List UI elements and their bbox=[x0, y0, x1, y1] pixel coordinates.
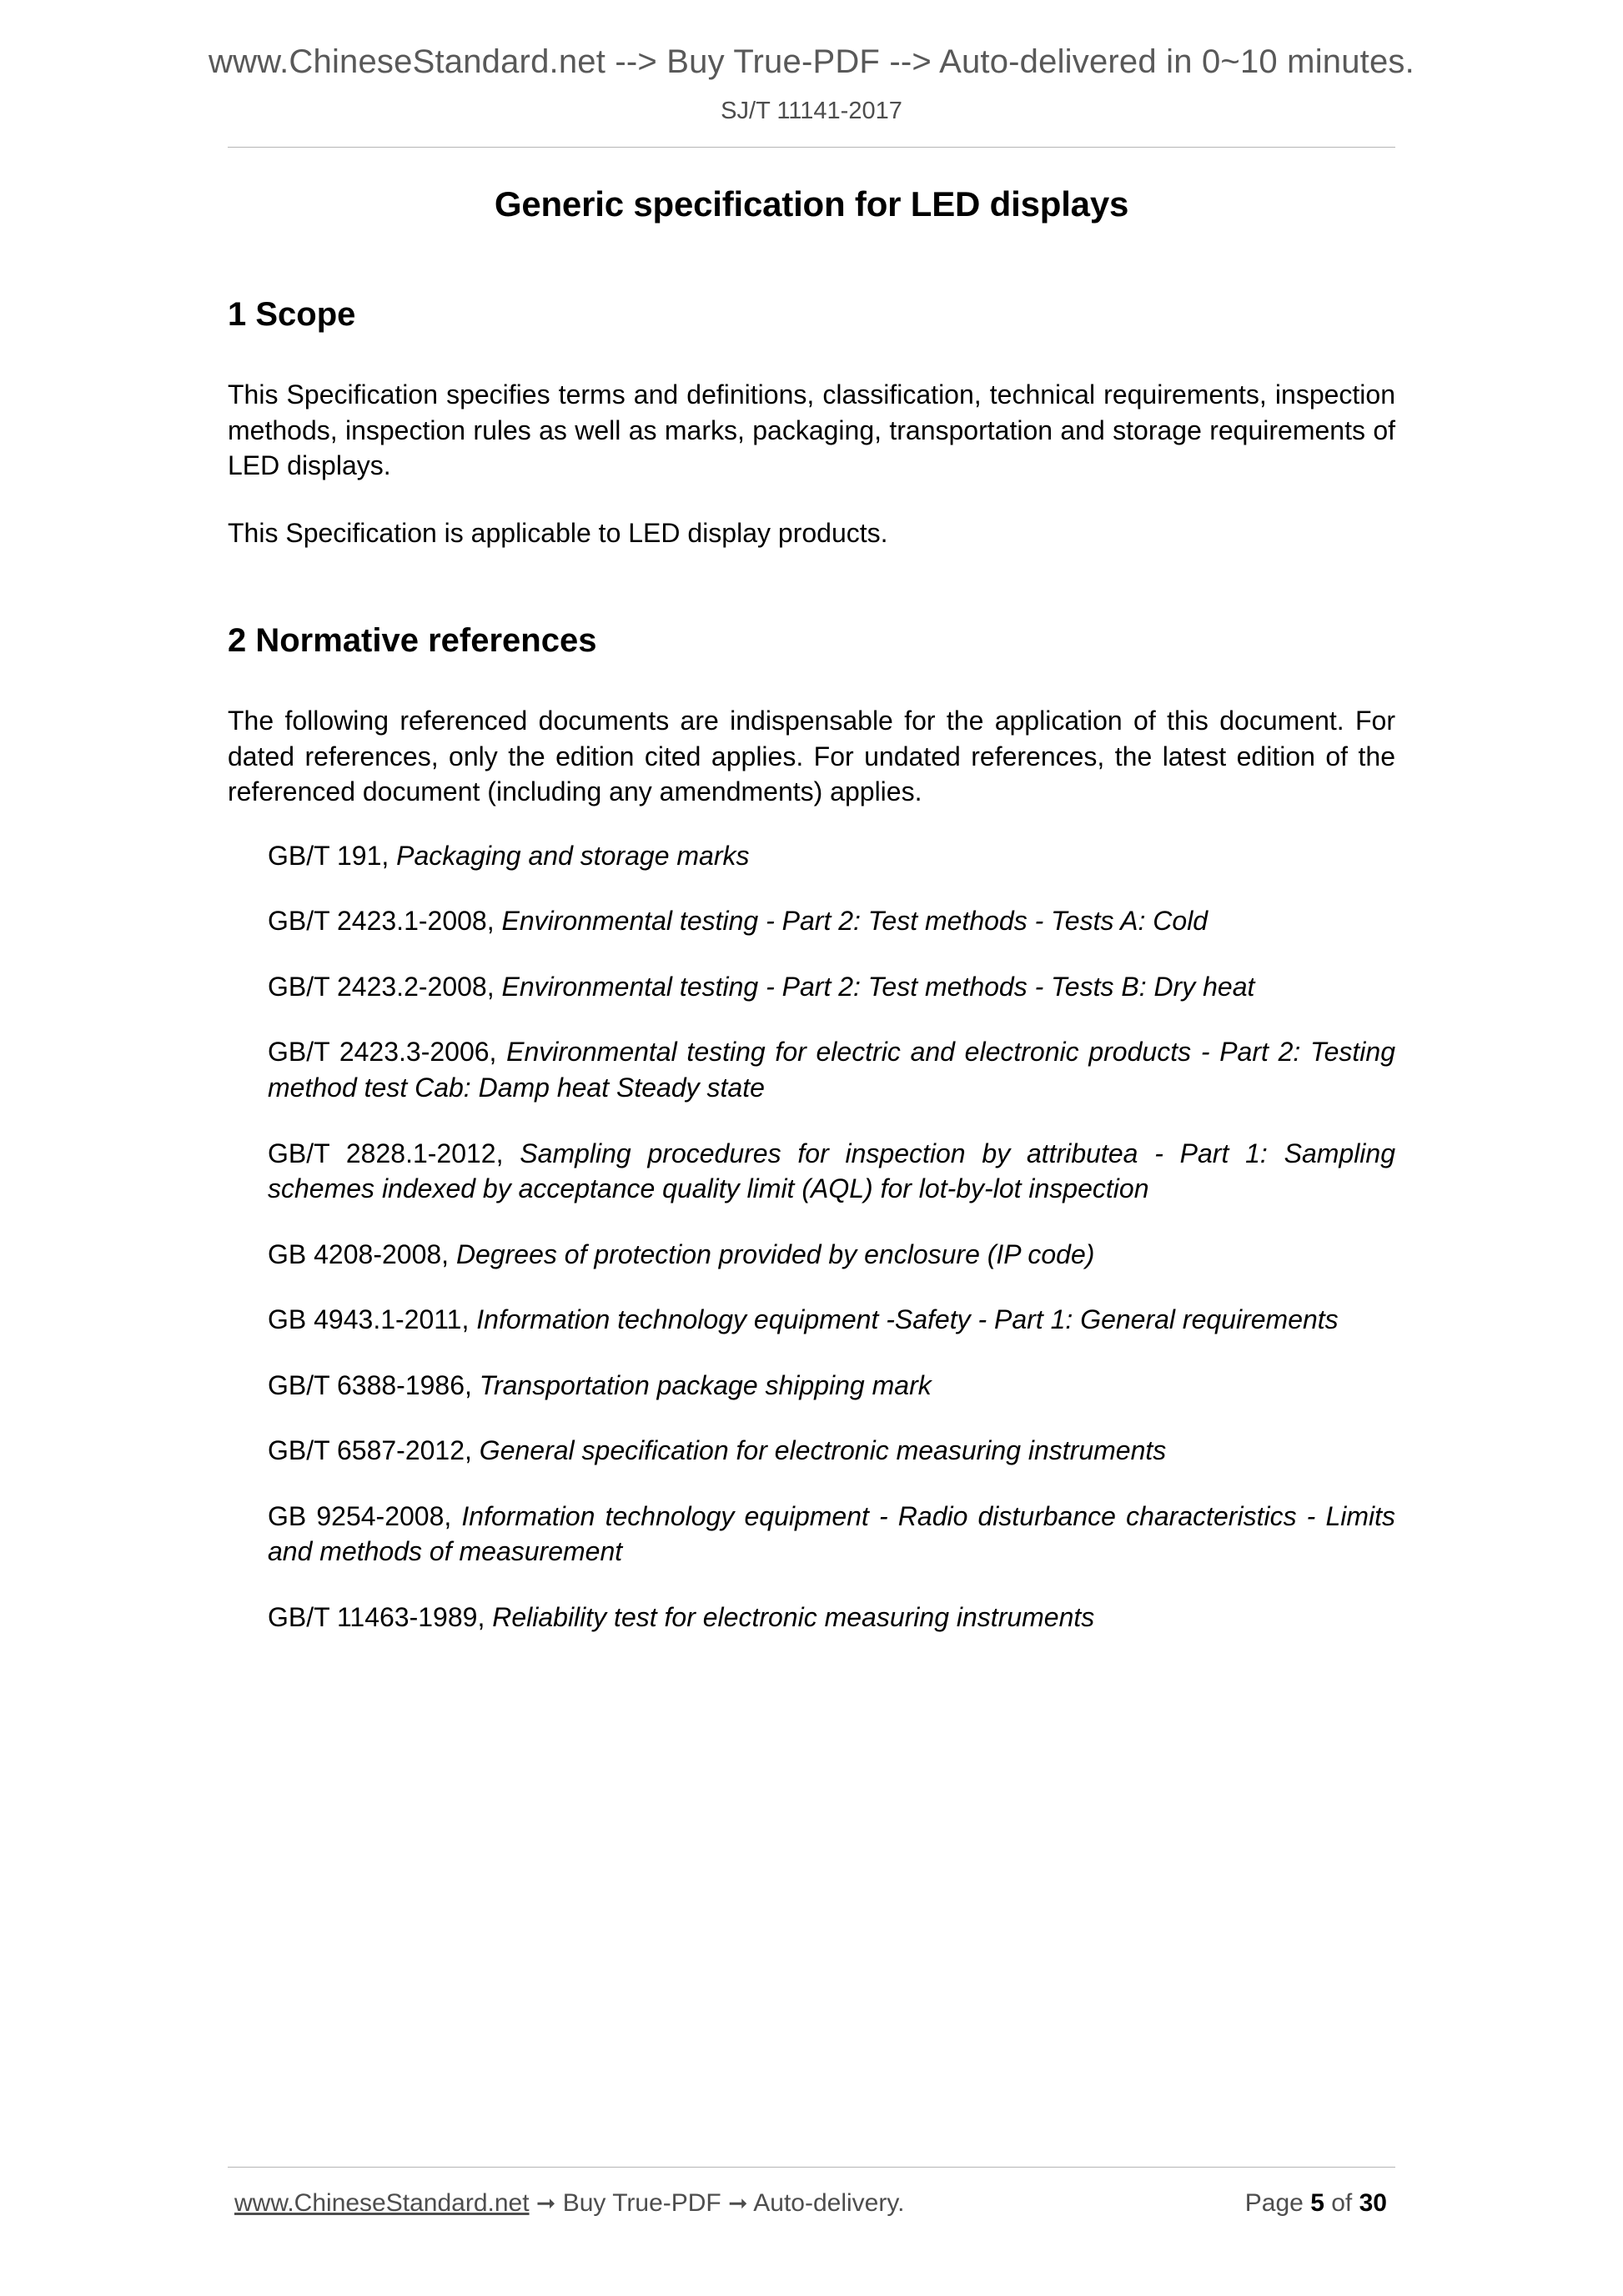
reference-title: General specification for electronic measuring instruments bbox=[479, 1435, 1167, 1466]
normative-references-paragraph-1: The following referenced documents are indispensable for the application of this document. For dated references, only the edition cited applies. For undated references, the latest edition of the referenced document (including any amendments) applies. bbox=[228, 706, 1395, 807]
reference-item bbox=[228, 903, 1395, 939]
reference-item bbox=[228, 1499, 1395, 1570]
page-title: Generic specification for LED displays bbox=[494, 184, 1129, 224]
reference-title: Environmental testing for electric and electronic products - Part 2: Testing method test Cab: Damp heat Steady state bbox=[268, 1037, 1396, 1103]
page-label: Page bbox=[1244, 2189, 1304, 2217]
footer-delivery-label: Auto-delivery. bbox=[753, 2189, 905, 2217]
reference-item bbox=[228, 1302, 1395, 1338]
reference-item bbox=[228, 969, 1395, 1005]
reference-code: GB 4208-2008, bbox=[268, 1238, 456, 1269]
page-footer bbox=[0, 2167, 1623, 2218]
reference-item bbox=[228, 1433, 1395, 1469]
page-number: 5 bbox=[1310, 2189, 1324, 2217]
promo-banner: www.ChineseStandard.net --> Buy True-PDF --> Auto-delivered in 0~10 minutes. bbox=[209, 43, 1414, 80]
reference-title: Information technology equipment -Safety - Part 1: General requirements bbox=[476, 1304, 1339, 1335]
footer-site-link[interactable]: www.ChineseStandard.net bbox=[234, 2189, 530, 2217]
reference-code: GB 9254-2008, bbox=[268, 1500, 462, 1531]
reference-code: GB 4943.1-2011, bbox=[268, 1304, 477, 1335]
reference-title: Packaging and storage marks bbox=[396, 840, 750, 871]
reference-code: GB/T 191, bbox=[268, 840, 397, 871]
footer-left bbox=[228, 2189, 904, 2218]
reference-item bbox=[228, 1136, 1395, 1207]
arrow-right-icon: ➞ bbox=[728, 2190, 748, 2216]
standard-number: SJ/T 11141-2017 bbox=[721, 98, 902, 124]
reference-code: GB/T 2423.1-2008, bbox=[268, 906, 502, 937]
reference-item bbox=[228, 1237, 1395, 1273]
reference-title: Reliability test for electronic measuring instruments bbox=[492, 1601, 1095, 1632]
reference-code: GB/T 2423.2-2008, bbox=[268, 971, 502, 1002]
document-content bbox=[228, 148, 1395, 1635]
arrow-right-icon: ➞ bbox=[535, 2190, 556, 2216]
reference-item bbox=[228, 1034, 1395, 1105]
reference-title: Degrees of protection provided by enclosure (IP code) bbox=[455, 1238, 1095, 1269]
scope-paragraph-2: This Specification is applicable to LED display products. bbox=[228, 517, 888, 548]
footer-row bbox=[228, 2168, 1395, 2218]
reference-item bbox=[228, 838, 1395, 874]
footer-buy-label[interactable]: Buy True-PDF bbox=[562, 2189, 721, 2217]
section-heading-normative-references: 2 Normative references bbox=[228, 622, 597, 660]
reference-code: GB/T 2828.1-2012, bbox=[268, 1138, 520, 1168]
reference-code: GB/T 6587-2012, bbox=[268, 1435, 480, 1466]
section-heading-scope: 1 Scope bbox=[228, 296, 356, 333]
reference-code: GB/T 6388-1986, bbox=[268, 1369, 480, 1400]
page-total: 30 bbox=[1359, 2189, 1387, 2217]
scope-paragraph-1: This Specification specifies terms and definitions, classification, technical requirements, inspection methods, inspection rules as well as marks, packaging, transportation and storage requirements of LED displays. bbox=[228, 379, 1395, 481]
reference-code: GB/T 11463-1989, bbox=[268, 1601, 493, 1632]
reference-title: Sampling procedures for inspection by attributea - Part 1: Sampling schemes indexed by acceptance quality limit (AQL) for lot-by-lot inspection bbox=[268, 1138, 1396, 1204]
reference-item bbox=[228, 1368, 1395, 1404]
reference-title: Transportation package shipping mark bbox=[479, 1369, 932, 1400]
reference-code: GB/T 2423.3-2006, bbox=[268, 1037, 507, 1068]
reference-list bbox=[228, 838, 1395, 1635]
reference-title: Information technology equipment - Radio disturbance characteristics - Limits and methods of measurement bbox=[268, 1500, 1396, 1567]
of-label: of bbox=[1331, 2189, 1353, 2217]
page-indicator bbox=[1245, 2189, 1395, 2218]
reference-title: Environmental testing - Part 2: Test methods - Tests B: Dry heat bbox=[501, 971, 1255, 1002]
reference-title: Environmental testing - Part 2: Test methods - Tests A: Cold bbox=[501, 906, 1208, 937]
reference-item bbox=[228, 1600, 1395, 1635]
